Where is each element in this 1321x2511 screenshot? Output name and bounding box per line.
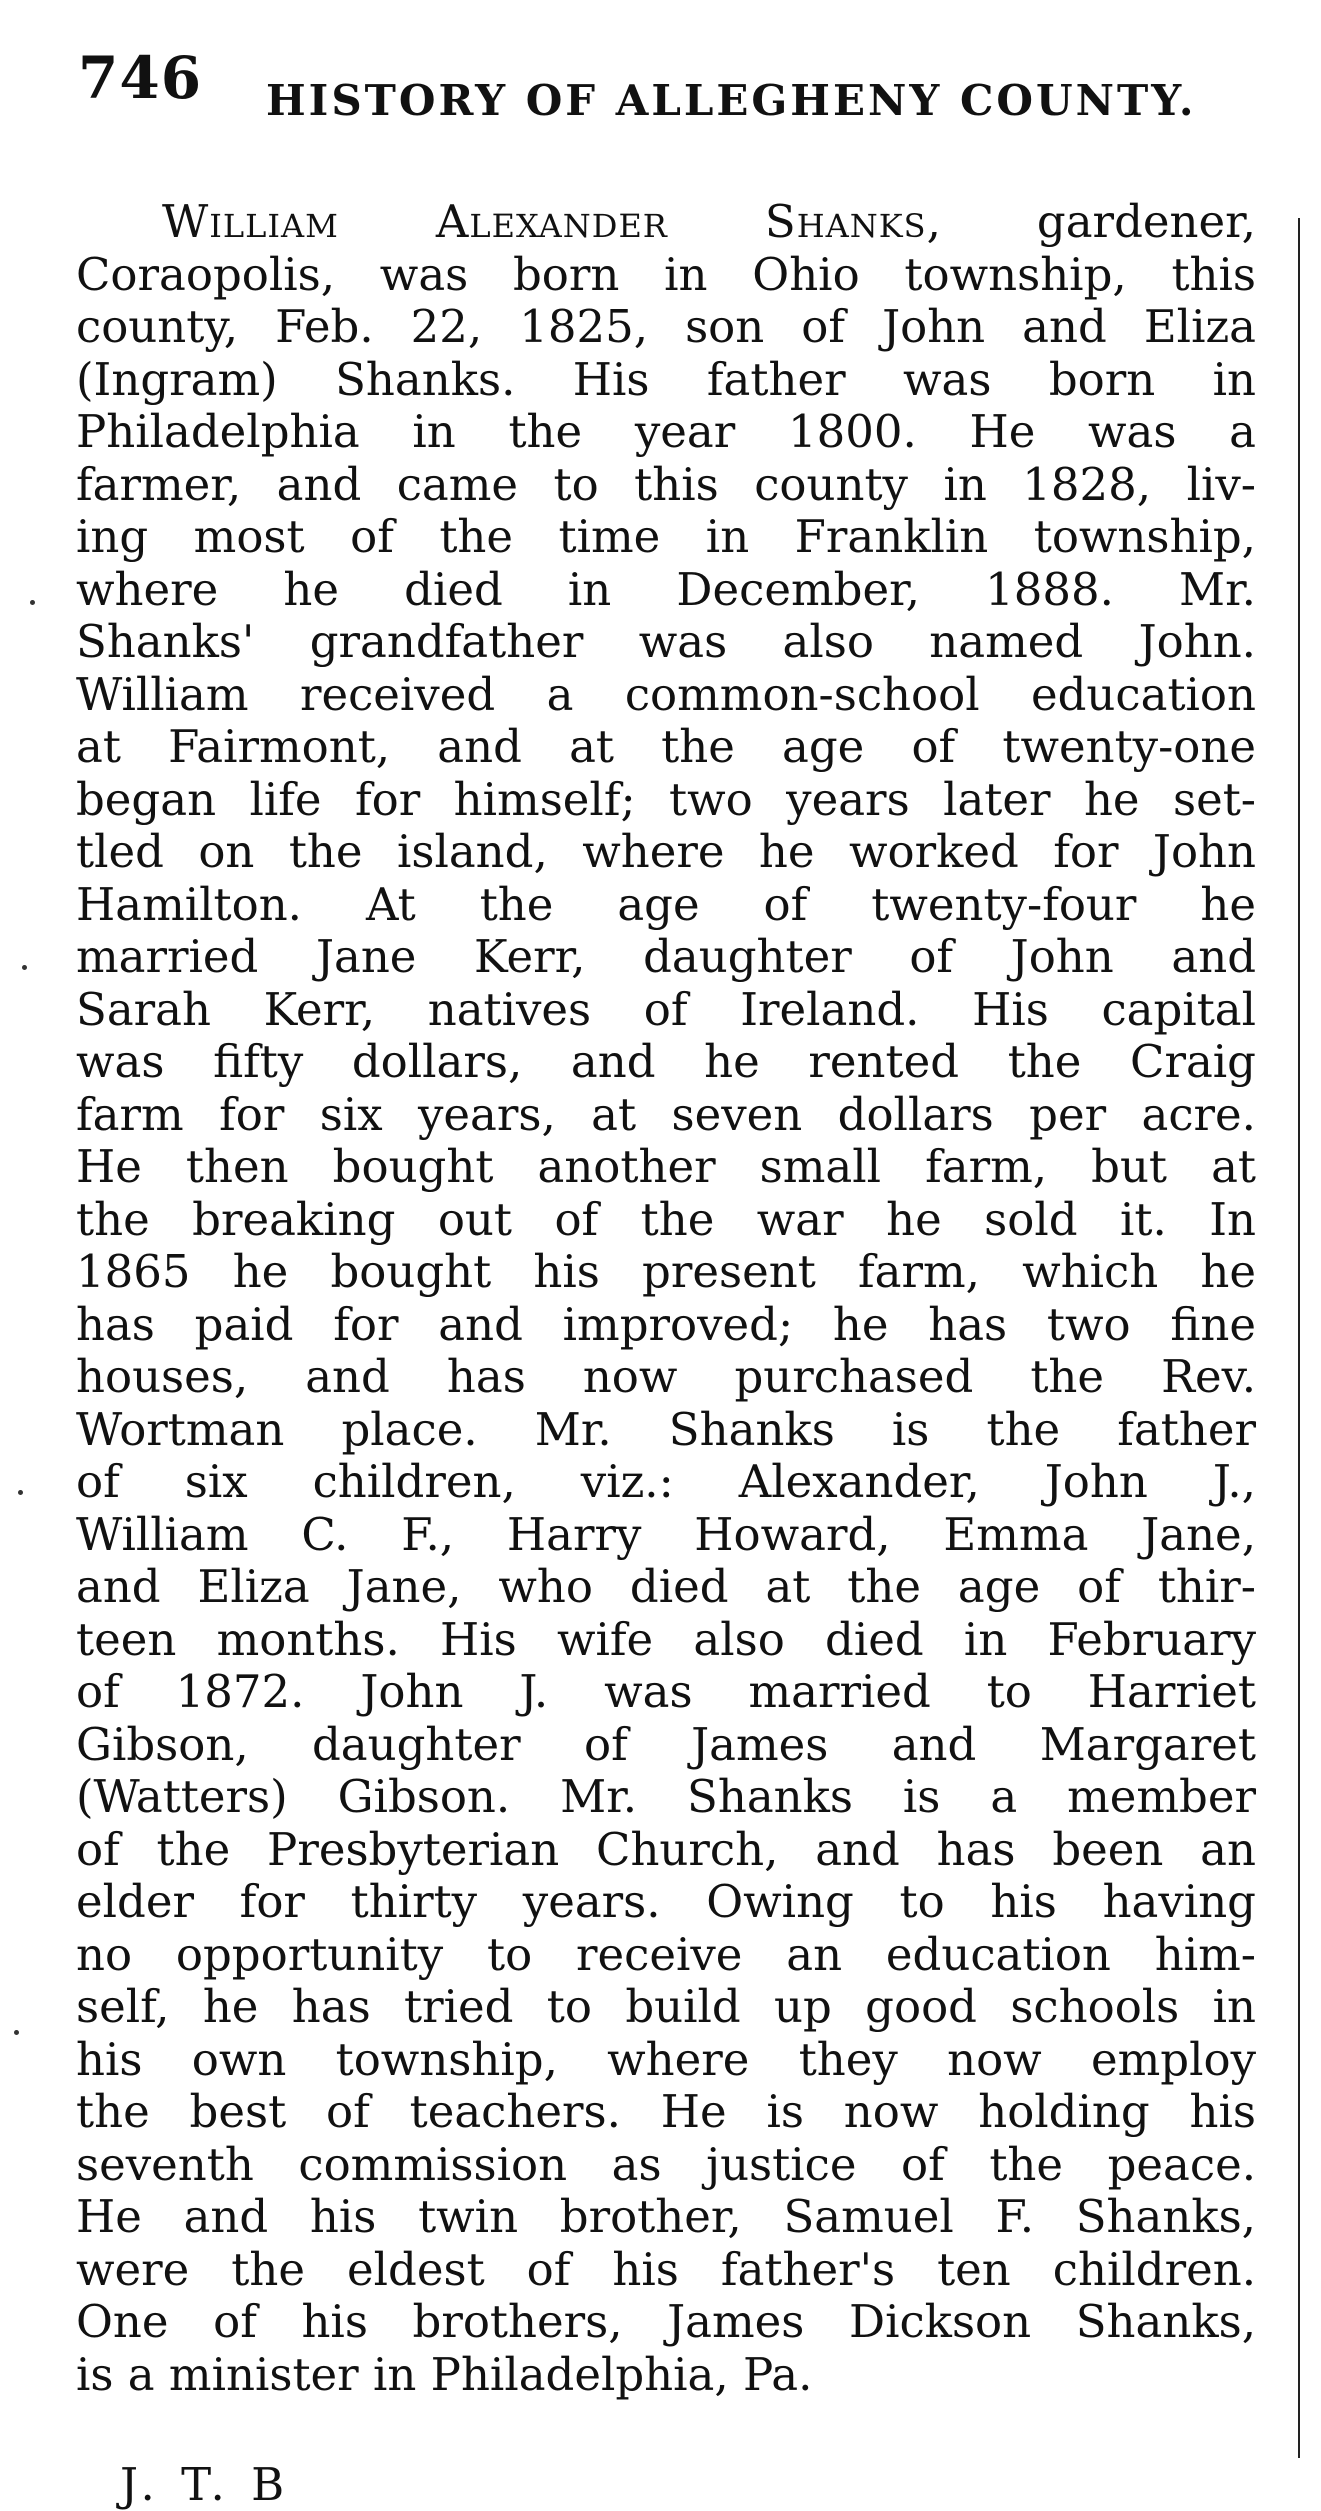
text-line: houses, and has now purchased the Rev. — [76, 1350, 1256, 1403]
text-line: Sarah Kerr, natives of Ireland. His capital — [76, 982, 1256, 1036]
subject-name: William Alexander Shanks — [162, 195, 927, 248]
text-line: at Fairmont, and at the age of twenty-one — [76, 720, 1256, 773]
text-line: He and his twin brother, Samuel F. Shanks, — [76, 2190, 1256, 2243]
text-line: of 1872. John J. was married to Harriet — [76, 1665, 1256, 1718]
print-speck — [18, 1490, 23, 1495]
text-line: was fifty dollars, and he rented the Craig — [76, 1035, 1256, 1088]
text-line: Shanks' grandfather was also named John. — [76, 615, 1256, 668]
text-line: tled on the island, where he worked for John — [76, 825, 1256, 878]
cutoff-text: J. T. B — [120, 2458, 291, 2511]
text-line: William C. F., Harry Howard, Emma Jane, — [76, 1507, 1256, 1561]
text-line: Gibson, daughter of James and Margaret — [76, 1717, 1256, 1771]
print-speck — [14, 2030, 19, 2035]
text-line: and Eliza Jane, who died at the age of thir- — [76, 1560, 1256, 1613]
text-line: He then bought another small farm, but at — [76, 1140, 1256, 1193]
text-line: has paid for and improved; he has two fine — [76, 1297, 1256, 1351]
cutoff-next-line — [120, 2458, 540, 2511]
page-header — [78, 36, 1308, 146]
text-line: no opportunity to receive an education him- — [76, 1927, 1256, 1981]
text-line: Wortman place. Mr. Shanks is the father — [76, 1402, 1256, 1456]
text-line: (Watters) Gibson. Mr. Shanks is a member — [76, 1770, 1256, 1823]
text-line: the breaking out of the war he sold it. In — [76, 1192, 1256, 1246]
text-line: 1865 he bought his present farm, which he — [76, 1245, 1256, 1298]
print-speck — [30, 600, 35, 605]
text-line-segment: , gardener, — [926, 195, 1256, 248]
text-line — [76, 196, 1256, 249]
text-line: One of his brothers, James Dickson Shanks, — [76, 2295, 1256, 2348]
text-line: Coraopolis, was born in Ohio township, this — [76, 247, 1256, 301]
text-line: county, Feb. 22, 1825, son of John and Eliza — [76, 300, 1256, 353]
text-line: where he died in December, 1888. Mr. — [76, 562, 1256, 616]
text-line: is a minister in Philadelphia, Pa. — [76, 2347, 813, 2401]
text-line: began life for himself; two years later he set- — [76, 772, 1256, 826]
print-speck — [22, 965, 27, 970]
text-line: the best of teachers. He is now holding his — [76, 2085, 1256, 2138]
text-line: his own township, where they now employ — [76, 2032, 1256, 2086]
text-line: married Jane Kerr, daughter of John and — [76, 930, 1256, 983]
text-line: elder for thirty years. Owing to his having — [76, 1875, 1256, 1928]
text-line: were the eldest of his father's ten children. — [76, 2242, 1256, 2296]
column-rule — [1298, 218, 1300, 2458]
text-line: of the Presbyterian Church, and has been an — [76, 1822, 1256, 1876]
text-line: seventh commission as justice of the peace. — [76, 2137, 1256, 2191]
text-line: Philadelphia in the year 1800. He was a — [76, 405, 1256, 458]
text-line: farmer, and came to this county in 1828, liv- — [76, 457, 1256, 511]
text-line: William received a common-school education — [76, 667, 1256, 721]
text-line: of six children, viz.: Alexander, John J., — [76, 1455, 1256, 1508]
text-line: ing most of the time in Franklin township, — [76, 510, 1256, 563]
text-line: farm for six years, at seven dollars per acre. — [76, 1087, 1256, 1141]
page-number: 746 — [78, 44, 203, 112]
text-line: Hamilton. At the age of twenty-four he — [76, 877, 1256, 931]
biography-paragraph — [76, 196, 1256, 2401]
text-line: teen months. His wife also died in February — [76, 1612, 1256, 1666]
text-line: self, he has tried to build up good schools in — [76, 1980, 1256, 2033]
running-title: HISTORY OF ALLEGHENY COUNTY. — [266, 76, 1197, 125]
text-line: (Ingram) Shanks. His father was born in — [76, 352, 1256, 406]
